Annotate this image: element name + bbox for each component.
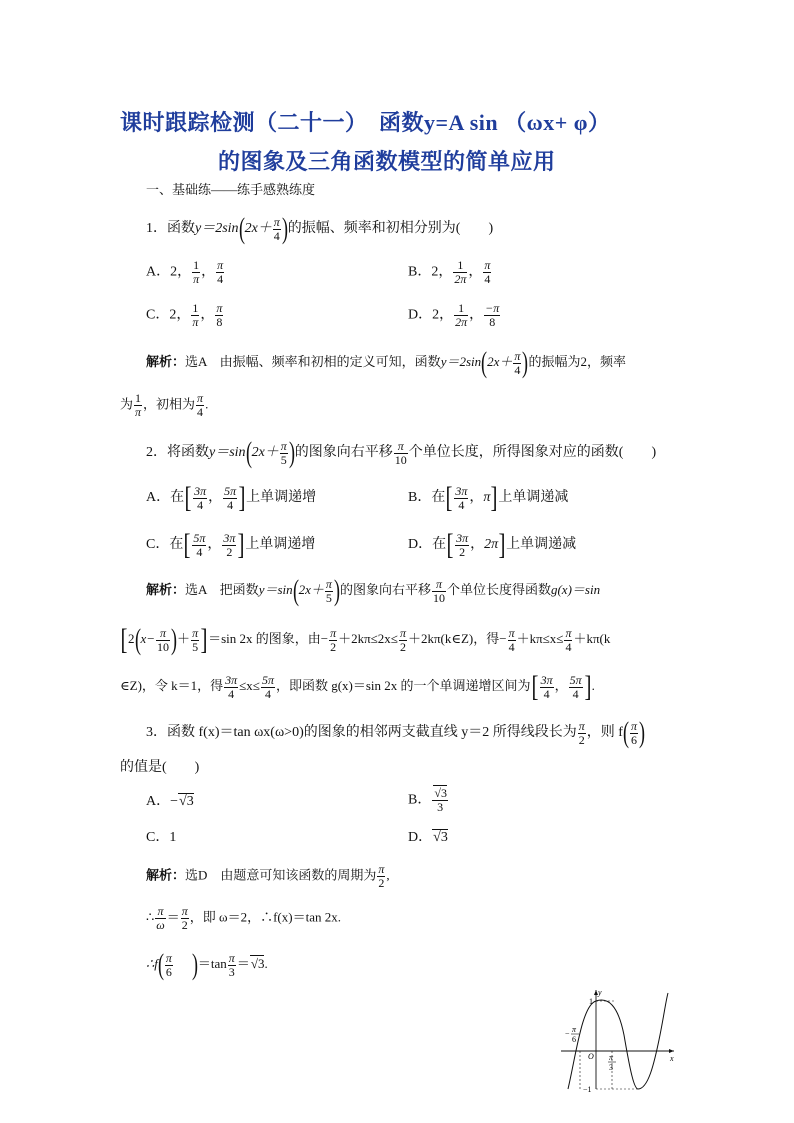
label-x: x [670,1054,674,1063]
q3-answer-line1: 解析：选D 由题意可知该函数的周期为 $\frac{\pi}{2}$ , [146,862,390,890]
q3-option-b[interactable]: B． $\frac{√3}{3}$ [408,786,447,814]
label-neg-one: −1 [583,1085,592,1094]
q3-answer-line3: ∴f( $\frac{\pi}{6}$ )＝tan $\frac{\pi}{3}$ ＝√3. [146,948,268,981]
q1-option-d[interactable]: D．2， $\frac{1}{2\pi}$ ， $\frac{-\pi}{8}$ [408,301,500,329]
q3-option-c[interactable]: C．1 [146,830,177,845]
q1-stem: 1．函数y＝2sin(2x＋ $\frac{\pi}{4}$ )的振幅、频率和初相分别为( ) [146,212,494,245]
x-axis-arrow [669,1049,674,1053]
q2-answer-line2: [2(x− $\frac{\pi}{10}$ )＋ $\frac{\pi}{5}$ ]＝sin 2x 的图象，由− $\frac{\pi}{2}$ ＋2kπ≤2x≤ $\frac{\pi}{2}$ ＋2kπ(k∈Z)，得− $\frac{\pi}{4}$ ＋kπ≤x≤ $\frac{\pi}{4}$ ＋kπ(k [120,623,611,656]
q1-option-b[interactable]: B．2， $\frac{1}{2\pi}$ ， $\frac{\pi}{4}$ [408,258,491,286]
sine-curve [568,993,668,1089]
q2-option-d[interactable]: D．在[ $\frac{3\pi}{2}$ ，2π]上单调递减 [408,528,577,561]
section-heading: 一、基础练——练手感熟练度 [146,182,316,197]
label-one: 1 [589,997,593,1006]
label-pi3-num: π [609,1053,614,1062]
label-pi3-den: 3 [609,1063,613,1072]
q3-answer-line2: ∴ $\frac{\pi}{\omega}$ ＝ $\frac{\pi}{2}$ ，即 ω＝2，∴f(x)＝tan 2x. [146,904,341,932]
label-neg-pi6-den: 6 [572,1035,576,1044]
q2-option-b[interactable]: B．在[ $\frac{3\pi}{4}$ ，π]上单调递减 [408,481,569,514]
page-title-line2: 的图象及三角函数模型的简单应用 [218,149,556,174]
q3-option-a[interactable]: A．−√3 [146,794,194,809]
label-origin: O [588,1052,594,1061]
q3-stem: 3．函数 f(x)＝tan ωx(ω>0)的图象的相邻两支截直线 y＝2 所得线段长为 $\frac{\pi}{2}$ ，则 f( $\frac{\pi}{6}$ ) [146,716,645,749]
q2-stem: 2．将函数y＝sin(2x＋ $\frac{\pi}{5}$ )的图象向右平移 $\frac{\pi}{10}$ 个单位长度，所得图象对应的函数( ) [146,436,657,469]
label-neg-pi6-num: π [572,1025,577,1034]
q3-stem-line2: 的值是( ) [120,760,200,775]
q2-answer-line3: ∈Z)，令 k＝1，得 $\frac{3\pi}{4}$ ≤x≤ $\frac{5\pi}{4}$ ，即函数 g(x)＝sin 2x 的一个单调递增区间为[ $\frac{3\pi}{4}$ ， $\frac{5\pi}{4}$ ]. [120,670,595,703]
q2-answer-line1: 解析：选A 把函数y＝sin(2x＋ $\frac{\pi}{5}$ )的图象向右平移 $\frac{\pi}{10}$ 个单位长度得函数g(x)＝sin [146,574,601,607]
label-y: y [598,988,602,997]
page-title-line1: 课时跟踪检测（二十一） 函数y=A sin （ωx+ φ） [120,110,611,135]
q1-option-c[interactable]: C．2， $\frac{1}{\pi}$ ， $\frac{\pi}{8}$ [146,301,223,329]
q1-answer-line1: 解析：选A 由振幅、频率和初相的定义可知，函数y＝2sin(2x＋ $\frac{\pi}{4}$ )的振幅为2，频率 [146,346,626,379]
q2-option-a[interactable]: A．在[ $\frac{3\pi}{4}$ ， $\frac{5\pi}{4}$ ]上单调递增 [146,481,317,514]
q2-option-c[interactable]: C．在[ $\frac{5\pi}{4}$ ， $\frac{3\pi}{2}$ ]上单调递增 [146,528,316,561]
sine-graph [556,985,681,1095]
q3-option-d[interactable]: D．√3 [408,830,448,845]
q1-option-a[interactable]: A．2， $\frac{1}{\pi}$ ， $\frac{\pi}{4}$ [146,258,224,286]
label-neg-sign: − [565,1029,570,1038]
q1-answer-line2: 为 $\frac{1}{\pi}$ ，初相为 $\frac{\pi}{4}$ . [120,391,209,419]
